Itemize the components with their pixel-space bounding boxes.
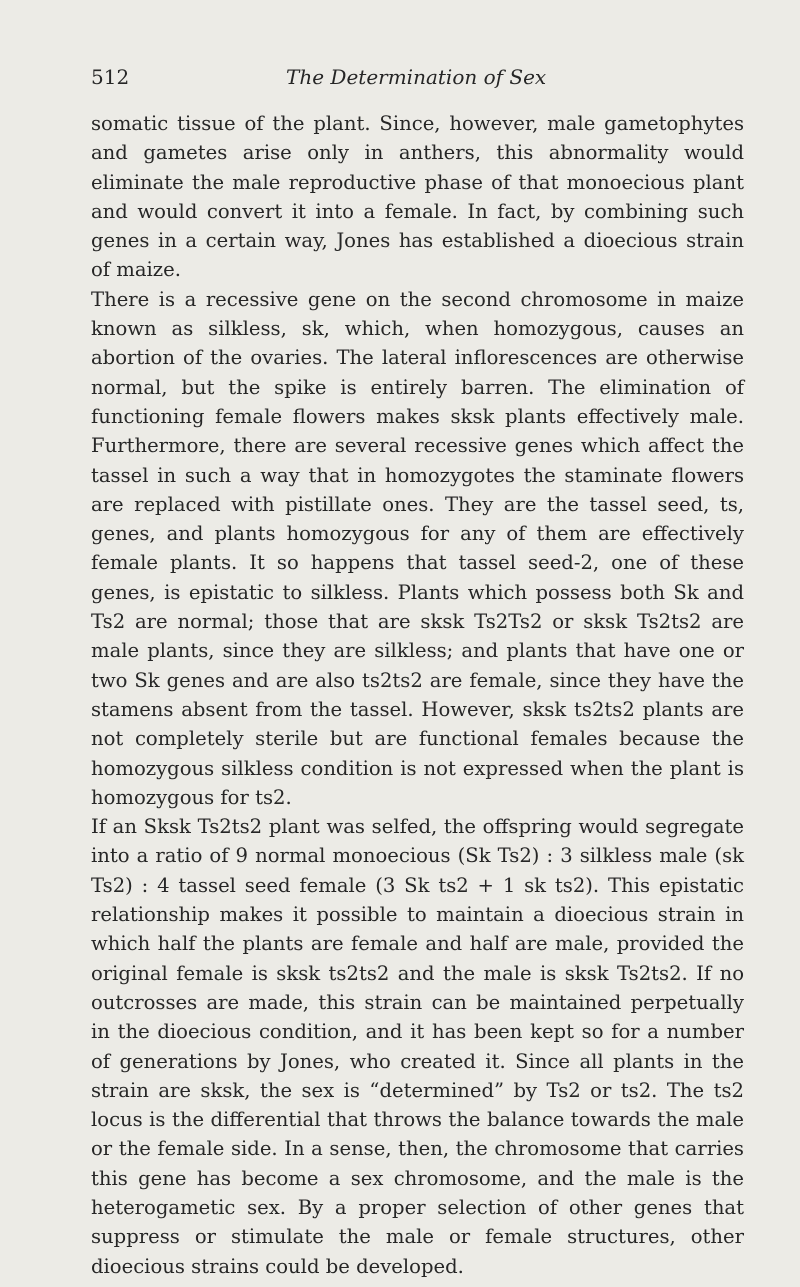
running-title: The Determination of Sex [286, 65, 547, 89]
paragraph-3: If an Sksk Ts2ts2 plant was selfed, the offspring would segregate into a ratio of 9 normal monoecious (Sk Ts2) : 3 silkless male (sk Ts2) : 4 tassel seed female (3 Sk ts2 + 1 sk ts2). This epistatic relationship makes it possible to maintain a dioecious strain in which half the plants are female and half are male, provided the original female is sksk ts2ts2 and the male is sksk Ts2ts2. If no outcrosses are made, this strain can be maintained perpetually in the dioecious condition, and it has been kept so for a number of generations by Jones, who created it. Since all plants in the strain are sksk, the sex is “determined” by Ts2 or ts2. The ts2 locus is the differential that throws the balance towards the male or the female side. In a sense, then, the chromosome that carries this gene has become a sex chromosome, and the male is the heterogametic sex. By a proper selection of other genes that suppress or stimulate the male or female structures, other dioecious strains could be developed. [91, 815, 744, 1278]
body-text [91, 109, 744, 1281]
page-number: 512 [91, 65, 130, 89]
paragraph-2: There is a recessive gene on the second chromosome in maize known as silkless, sk, which, when homozygous, causes an abortion of the ovaries. The lateral inflorescences are otherwise normal, but the spike is entirely barren. The elimination of functioning female flowers makes sksk plants effectively male. Furthermore, there are several recessive genes which affect the tassel in such a way that in homozygotes the staminate flowers are replaced with pistillate ones. They are the tassel seed, ts, genes, and plants homozygous for any of them are effectively female plants. It so happens that tassel seed-2, one of these genes, is epistatic to silkless. Plants which possess both Sk and Ts2 are normal; those that are sksk Ts2Ts2 or sksk Ts2ts2 are male plants, since they are silkless; and plants that have one or two Sk genes and are also ts2ts2 are female, since they have the stamens absent from the tassel. However, sksk ts2ts2 plants are not completely sterile but are functional females because the homozygous silkless condition is not expressed when the plant is homozygous for ts2. [91, 287, 744, 809]
paragraph-1: somatic tissue of the plant. Since, however, male gametophytes and gametes arise only in anthers, this abnormality would eliminate the male reproductive phase of that monoecious plant and would convert it into a female. In fact, by combining such genes in a certain way, Jones has established a dioecious strain of maize. [91, 112, 744, 282]
page-header [91, 66, 744, 96]
